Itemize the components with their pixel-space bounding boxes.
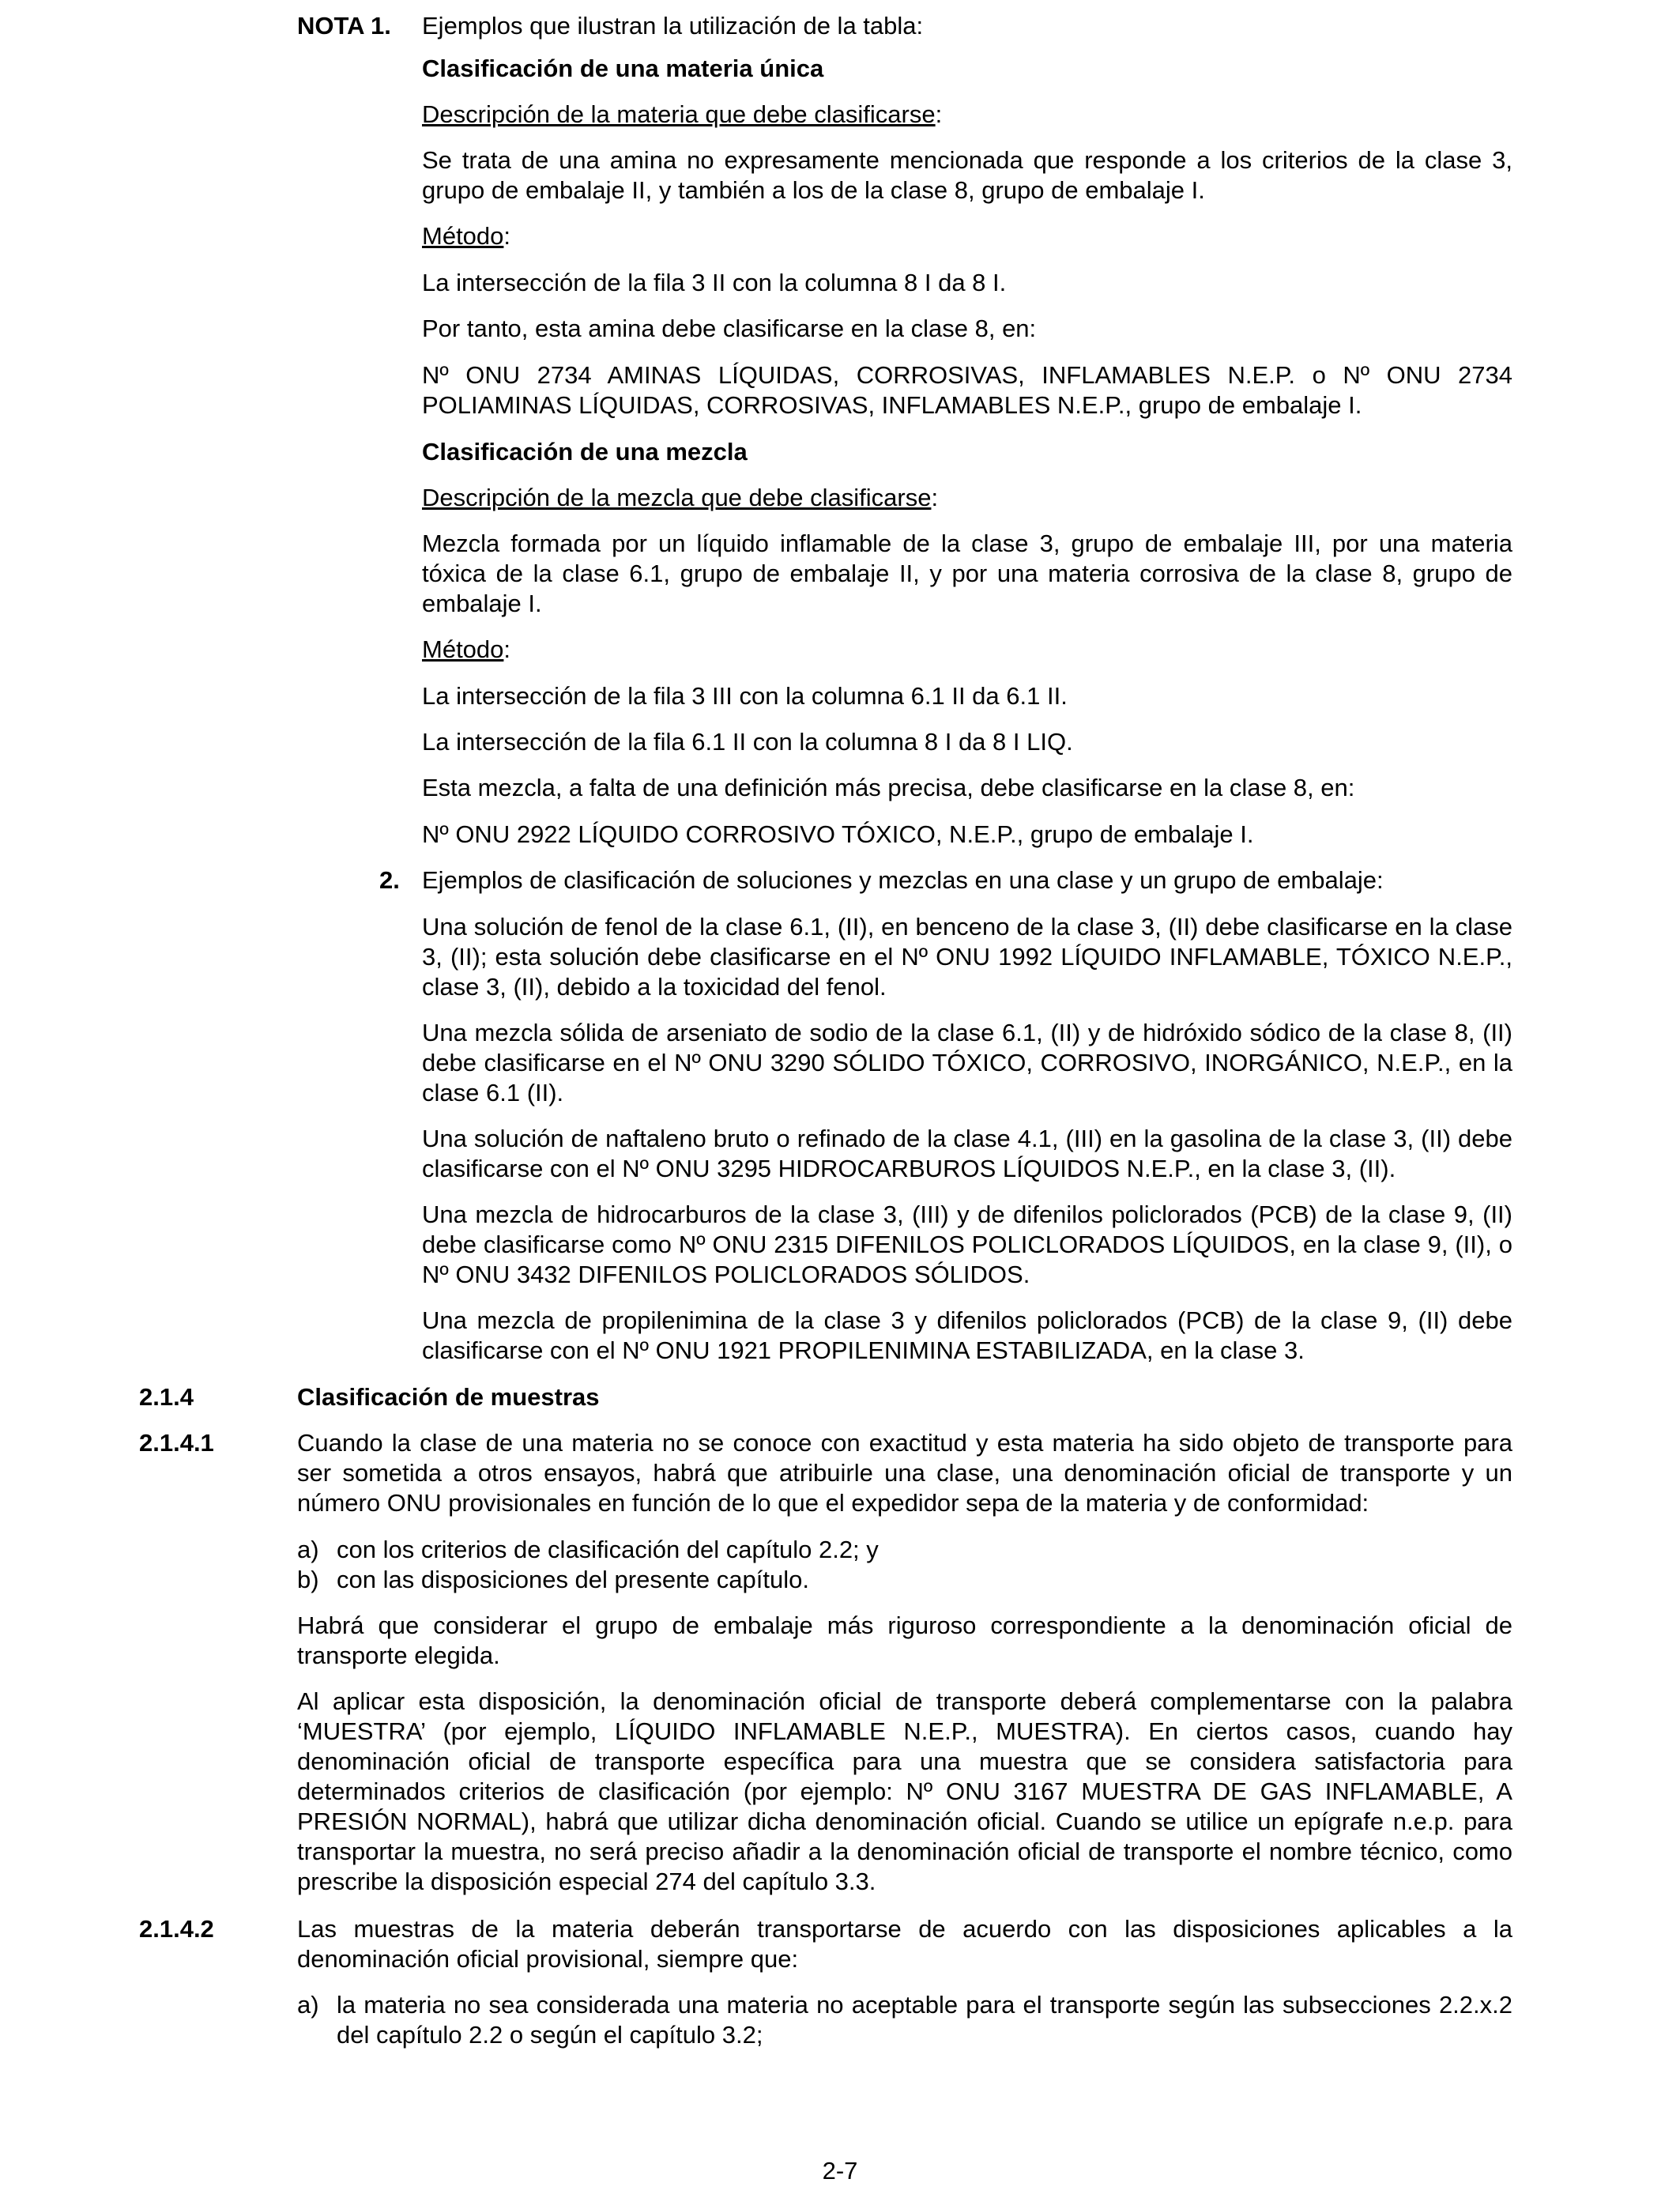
nota-intro: Ejemplos que ilustran la utilización de la tabla: bbox=[422, 12, 924, 40]
section-2141-para-1: Cuando la clase de una materia no se conoce con exactitud y esta materia ha sido objeto de transporte para ser sometida a otros ensayos, habrá que atribuirle una clase, una denominación oficial de transporte y un número ONU provisionales en función de lo que el expedidor sepa de la materia y de conformidad: bbox=[297, 1429, 1512, 1517]
nota2-label: 2. bbox=[379, 866, 400, 894]
nota2-example-4: Una mezcla de hidrocarburos de la clase 3, (III) y de difenilos policlorados (PCB) de la clase 9, (II) debe clasificarse como Nº ONU 2315 DIFENILOS POLICLORADOS LÍQUIDOS, en la clase 9, (II), o Nº ONU 3432 DIFENILOS POLICLORADOS SÓLIDOS. bbox=[422, 1201, 1512, 1288]
list-item-b bbox=[297, 1565, 1512, 1595]
single-method-label: Método: bbox=[422, 222, 511, 250]
single-method-label-text: Método bbox=[422, 222, 504, 250]
mix-method-1: La intersección de la fila 3 III con la columna 6.1 II da 6.1 II. bbox=[422, 682, 1068, 710]
mix-desc-label-text: Descripción de la mezcla que debe clasificarse bbox=[422, 484, 932, 511]
section-2142-para-1: Las muestras de la materia deberán transportarse de acuerdo con las disposiciones aplicables a la denominación oficial provisional, siempre que: bbox=[297, 1915, 1512, 1973]
section-2142-number: 2.1.4.2 bbox=[139, 1915, 214, 1943]
nota2-example-1: Una solución de fenol de la clase 6.1, (II), en benceno de la clase 3, (II) debe clasificarse en la clase 3, (II); esta solución debe clasificarse en el Nº ONU 1992 LÍQUIDO INFLAMABLE, TÓXICO N.E.P., clase 3, (II), debido a la toxicidad del fenol. bbox=[422, 913, 1512, 1001]
list-marker: b) bbox=[297, 1566, 319, 1593]
list-text: la materia no sea considerada una materia no aceptable para el transporte según las subsecciones 2.2.x.2 del capítulo 2.2 o según el capítulo 3.2; bbox=[337, 1991, 1512, 2049]
single-desc-label: Descripción de la materia que debe clasificarse: bbox=[422, 100, 943, 128]
section-2141-para-2: Habrá que considerar el grupo de embalaje más riguroso correspondiente a la denominación oficial de transporte elegida. bbox=[297, 1612, 1512, 1669]
mix-method-label-text: Método bbox=[422, 635, 504, 663]
single-method-3: Nº ONU 2734 AMINAS LÍQUIDAS, CORROSIVAS, INFLAMABLES N.E.P. o Nº ONU 2734 POLIAMINAS LÍQUIDAS, CORROSIVAS, INFLAMABLES N.E.P., grupo de embalaje I. bbox=[422, 361, 1512, 419]
nota-label: NOTA 1. bbox=[297, 12, 391, 40]
page-number: 2-7 bbox=[822, 2157, 858, 2185]
list-item-a bbox=[297, 1990, 1512, 2050]
single-method-1: La intersección de la fila 3 II con la columna 8 I da 8 I. bbox=[422, 269, 1007, 296]
single-method-2: Por tanto, esta amina debe clasificarse en la clase 8, en: bbox=[422, 315, 1037, 342]
list-text: con las disposiciones del presente capítulo. bbox=[337, 1566, 809, 1593]
mix-method-3: Esta mezcla, a falta de una definición más precisa, debe clasificarse en la clase 8, en: bbox=[422, 774, 1355, 801]
mix-desc: Mezcla formada por un líquido inflamable de la clase 3, grupo de embalaje III, por una materia tóxica de la clase 6.1, grupo de embalaje II, y por una materia corrosiva de la clase 8, grupo de embalaje I. bbox=[422, 530, 1512, 617]
mix-method-4: Nº ONU 2922 LÍQUIDO CORROSIVO TÓXICO, N.E.P., grupo de embalaje I. bbox=[422, 820, 1254, 848]
list-marker: a) bbox=[297, 1991, 319, 2019]
mix-method-2: La intersección de la fila 6.1 II con la columna 8 I da 8 I LIQ. bbox=[422, 728, 1073, 756]
nota2-example-5: Una mezcla de propilenimina de la clase 3 y difenilos policlorados (PCB) de la clase 9, (II) debe clasificarse con el Nº ONU 1921 PROPILENIMINA ESTABILIZADA, en la clase 3. bbox=[422, 1306, 1512, 1364]
list-text: con los criterios de clasificación del capítulo 2.2; y bbox=[337, 1536, 879, 1563]
single-desc-label-text: Descripción de la materia que debe clasificarse bbox=[422, 100, 936, 128]
mix-desc-label: Descripción de la mezcla que debe clasificarse: bbox=[422, 484, 939, 511]
single-title: Clasificación de una materia única bbox=[422, 55, 824, 82]
nota2-intro: Ejemplos de clasificación de soluciones y mezclas en una clase y un grupo de embalaje: bbox=[422, 866, 1384, 894]
mix-method-label: Método: bbox=[422, 635, 511, 663]
nota2-example-3: Una solución de naftaleno bruto o refinado de la clase 4.1, (III) en la gasolina de la clase 3, (II) debe clasificarse con el Nº ONU 3295 HIDROCARBUROS LÍQUIDOS N.E.P., en la clase 3, (II). bbox=[422, 1125, 1512, 1182]
list-item-a bbox=[297, 1535, 1512, 1565]
section-2141-number: 2.1.4.1 bbox=[139, 1429, 214, 1457]
mix-title: Clasificación de una mezcla bbox=[422, 438, 748, 466]
list-marker: a) bbox=[297, 1536, 319, 1563]
single-desc: Se trata de una amina no expresamente mencionada que responde a los criterios de la clase 3, grupo de embalaje II, y también a los de la clase 8, grupo de embalaje I. bbox=[422, 146, 1512, 204]
nota2-example-2: Una mezcla sólida de arseniato de sodio de la clase 6.1, (II) y de hidróxido sódico de la clase 8, (II) debe clasificarse en el Nº ONU 3290 SÓLIDO TÓXICO, CORROSIVO, INORGÁNICO, N.E.P., en la clase 6.1 (II). bbox=[422, 1019, 1512, 1106]
section-214-title: Clasificación de muestras bbox=[297, 1383, 600, 1411]
section-214-number: 2.1.4 bbox=[139, 1383, 194, 1411]
section-2141-para-3: Al aplicar esta disposición, la denominación oficial de transporte deberá complementarse con la palabra ‘MUESTRA’ (por ejemplo, LÍQUIDO INFLAMABLE N.E.P., MUESTRA). En ciertos casos, cuando hay denominación oficial de transporte específica para una muestra que se considera satisfactoria para determinados criterios de clasificación (por ejemplo: Nº ONU 3167 MUESTRA DE GAS INFLAMABLE, A PRESIÓN NORMAL), habrá que utilizar dicha denominación oficial. Cuando se utilice un epígrafe n.e.p. para transportar la muestra, no será preciso añadir a la denominación oficial de transporte el nombre técnico, como prescribe la disposición especial 274 del capítulo 3.3. bbox=[297, 1687, 1512, 1895]
